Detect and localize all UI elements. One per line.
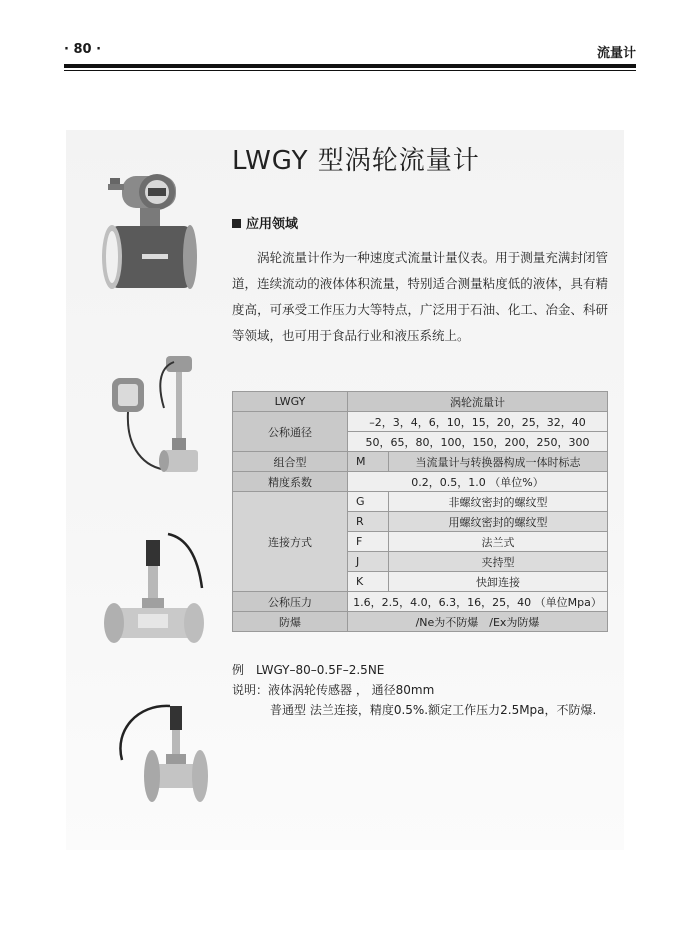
connection-code: R	[348, 512, 389, 532]
accuracy-label: 精度系数	[233, 472, 348, 492]
pressure-label: 公称压力	[233, 592, 348, 612]
pressure-value: 1.6，2.5，4.0，6.3，16，25，40 （单位Mpa）	[348, 592, 608, 612]
flanged-turbine-photo	[108, 700, 208, 810]
connection-desc: 非螺纹密封的螺纹型	[389, 492, 608, 512]
page-number: · 80 ·	[64, 42, 102, 57]
table-row	[233, 452, 608, 472]
connection-code: F	[348, 532, 389, 552]
example-model-code: 例 LWGY–80–0.5F–2.5NE	[232, 663, 385, 677]
table-row	[233, 592, 608, 612]
header-rule-thin	[64, 70, 636, 71]
square-bullet-icon	[232, 219, 241, 228]
section-heading-label: 应用领域	[246, 217, 299, 232]
connection-code: K	[348, 572, 389, 592]
nominal-diameter-line2: 50，65，80，100，150，200，250，300	[348, 432, 608, 452]
table-row	[233, 612, 608, 632]
header-product: 涡轮流量计	[348, 392, 608, 412]
example-detail: 普通型 法兰连接，精度0.5%.额定工作压力2.5Mpa，不防爆.	[270, 703, 597, 717]
page-title: LWGY 型涡轮流量计	[232, 146, 480, 176]
application-text: 涡轮流量计作为一种速度式流量计量仪表。用于测量充满封闭管道，连续流动的液体体积流量，特别适合测量粘度低的液体，具有精度高，可承受工作压力大等特点，广泛用于石油、化工、冶金、科研等领域，也可用于食品行业和液压系统上。	[232, 250, 608, 343]
connection-desc: 快卸连接	[389, 572, 608, 592]
connection-desc: 用螺纹密封的螺纹型	[389, 512, 608, 532]
nominal-diameter-label: 公称通径	[233, 412, 348, 452]
header-model: LWGY	[233, 392, 348, 412]
example-block	[232, 660, 596, 720]
page-header	[64, 42, 636, 62]
running-title: 流量计	[596, 46, 636, 61]
turbine-sensor-photo	[98, 528, 208, 658]
table-header-row	[233, 392, 608, 412]
specification-table	[232, 391, 608, 632]
accuracy-value: 0.2，0.5，1.0 （单位%）	[348, 472, 608, 492]
connection-code: G	[348, 492, 389, 512]
table-row	[233, 412, 608, 432]
application-paragraph	[232, 245, 608, 349]
example-description: 说明：液体涡轮传感器 ， 通径80mm	[232, 683, 435, 697]
table-row	[233, 472, 608, 492]
explosion-value: /Ne为不防爆 /Ex为防爆	[348, 612, 608, 632]
connection-code: J	[348, 552, 389, 572]
combo-code: M	[348, 452, 389, 472]
connection-label: 连接方式	[233, 492, 348, 592]
header-rule-thick	[64, 64, 636, 68]
combo-label: 组合型	[233, 452, 348, 472]
vortex-flowmeter-photo	[104, 348, 222, 488]
connection-desc: 法兰式	[389, 532, 608, 552]
electromagnetic-flowmeter-photo	[96, 150, 206, 300]
table-row	[233, 492, 608, 512]
nominal-diameter-line1: –2，3，4，6，10，15，20，25，32，40	[348, 412, 608, 432]
section-heading	[232, 213, 298, 232]
connection-desc: 夹持型	[389, 552, 608, 572]
explosion-label: 防爆	[233, 612, 348, 632]
combo-desc: 当流量计与转换器构成一体时标志	[389, 452, 608, 472]
